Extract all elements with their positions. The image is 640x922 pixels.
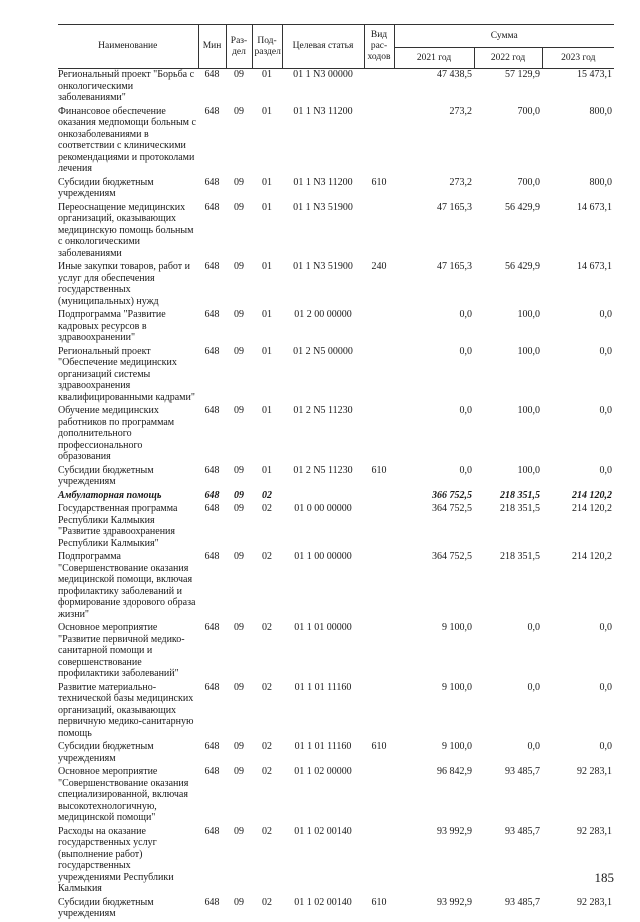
row-vid-rashodov: 240	[371, 261, 387, 272]
row-vid-rashodov	[364, 490, 394, 504]
row-sum-2021: 366 752,5	[432, 489, 472, 501]
row-podrazdel: 01	[262, 69, 272, 80]
header-summa: Сумма	[394, 25, 614, 48]
row-sum-2021: 96 842,9	[437, 766, 472, 777]
budget-table	[58, 24, 614, 922]
header-razdel: Раз-дел	[226, 25, 252, 69]
row-podrazdel: 02	[262, 503, 272, 514]
row-min: 648	[204, 622, 220, 633]
row-sum-2023: 92 283,1	[577, 896, 612, 908]
row-min: 648	[204, 766, 220, 777]
row-min: 648	[204, 503, 220, 514]
row-sum-2022: 100,0	[517, 309, 540, 320]
row-razdel: 09	[234, 309, 244, 320]
row-vid-rashodov	[364, 405, 394, 465]
row-sum-2021: 93 992,9	[437, 825, 472, 837]
page-number: 185	[594, 870, 614, 885]
row-cel-statya: 01 1 00 00000	[294, 551, 352, 562]
row-razdel: 09	[234, 201, 244, 213]
row-cel-statya: 01 1 01 11160	[294, 741, 352, 752]
row-razdel: 09	[234, 896, 244, 908]
row-cel-statya: 01 1 N3 11200	[293, 176, 353, 188]
row-podrazdel: 02	[262, 741, 272, 752]
table-row	[58, 682, 614, 742]
row-sum-2023: 214 120,2	[572, 551, 612, 562]
row-sum-2023: 0,0	[599, 741, 612, 752]
row-razdel: 09	[234, 551, 244, 562]
row-cel-statya: 01 0 00 00000	[294, 503, 352, 514]
row-podrazdel: 01	[262, 261, 272, 272]
row-sum-2023: 0,0	[599, 622, 612, 633]
row-sum-2022: 0,0	[527, 622, 540, 633]
row-vid-rashodov	[364, 106, 394, 177]
row-name: Региональный проект "Обеспечение медицинских организаций системы здравоохранения квалифицированными кадрами"	[58, 345, 195, 403]
row-sum-2022: 93 485,7	[505, 825, 540, 837]
row-vid-rashodov: 610	[371, 741, 387, 752]
row-min: 648	[204, 741, 220, 752]
table-header	[58, 25, 614, 69]
row-sum-2021: 47 165,3	[437, 261, 472, 272]
row-cel-statya: 01 1 01 00000	[294, 622, 352, 633]
row-sum-2022: 218 351,5	[500, 489, 540, 501]
row-podrazdel: 01	[262, 201, 272, 213]
row-cel-statya: 01 1 01 11160	[294, 681, 352, 693]
row-razdel: 09	[234, 489, 244, 501]
table-row	[58, 309, 614, 346]
row-cel-statya: 01 1 N3 00000	[293, 69, 353, 80]
row-sum-2023: 15 473,1	[577, 69, 612, 80]
row-sum-2023: 0,0	[599, 464, 612, 476]
row-razdel: 09	[234, 741, 244, 752]
row-razdel: 09	[234, 69, 244, 80]
row-vid-rashodov	[364, 682, 394, 742]
row-sum-2021: 364 752,5	[432, 551, 472, 562]
row-name: Государственная программа Республики Калмыкия "Развитие здравоохранения Республики Калмыкия"	[58, 503, 178, 549]
row-name: Субсидии бюджетным учреждениям	[58, 741, 154, 764]
table-row	[58, 897, 614, 922]
row-sum-2021: 9 100,0	[442, 622, 472, 633]
row-razdel: 09	[234, 405, 244, 416]
row-sum-2021: 0,0	[459, 345, 472, 357]
row-sum-2021: 364 752,5	[432, 503, 472, 514]
row-sum-2023: 214 120,2	[572, 489, 612, 501]
table-row	[58, 826, 614, 897]
row-sum-2022: 700,0	[517, 105, 540, 117]
row-sum-2023: 92 283,1	[577, 825, 612, 837]
row-sum-2021: 93 992,9	[437, 896, 472, 908]
row-podrazdel: 01	[262, 405, 272, 416]
row-min: 648	[204, 896, 220, 908]
row-vid-rashodov: 610	[371, 176, 387, 188]
header-2021: 2021 год	[394, 48, 474, 69]
row-min: 648	[204, 261, 220, 272]
table-row	[58, 177, 614, 202]
row-razdel: 09	[234, 464, 244, 476]
row-sum-2023: 0,0	[599, 405, 612, 416]
table-row	[58, 202, 614, 262]
table-row	[58, 106, 614, 177]
row-sum-2022: 0,0	[527, 681, 540, 693]
row-sum-2022: 57 129,9	[505, 69, 540, 80]
row-sum-2022: 700,0	[517, 176, 540, 188]
row-vid-rashodov	[364, 503, 394, 551]
row-cel-statya: 01 2 N5 11230	[293, 464, 353, 476]
row-vid-rashodov	[364, 766, 394, 826]
row-razdel: 09	[234, 825, 244, 837]
row-podrazdel: 01	[262, 309, 272, 320]
row-cel-statya: 01 2 N5 11230	[293, 405, 353, 416]
row-min: 648	[204, 201, 220, 213]
row-cel-statya: 01 1 N3 11200	[293, 105, 353, 117]
row-sum-2021: 0,0	[459, 464, 472, 476]
row-cel-statya: 01 1 N3 51900	[293, 201, 353, 213]
table-row	[58, 503, 614, 551]
row-sum-2022: 56 429,9	[505, 201, 540, 213]
table-row	[58, 346, 614, 406]
row-name: Амбулаторная помощь	[58, 489, 162, 501]
row-name: Расходы на оказание государственных услуг (выполнение работ) государственных учреждениями Республики Калмыкия	[58, 825, 174, 894]
header-2023: 2023 год	[542, 48, 614, 69]
row-cel-statya	[282, 490, 364, 504]
row-min: 648	[204, 681, 220, 693]
row-min: 648	[204, 464, 220, 476]
row-sum-2022: 100,0	[517, 464, 540, 476]
header-2022: 2022 год	[474, 48, 542, 69]
row-sum-2022: 100,0	[517, 405, 540, 416]
row-razdel: 09	[234, 261, 244, 272]
row-name: Субсидии бюджетным учреждениям	[58, 176, 154, 199]
table-row	[58, 551, 614, 622]
row-podrazdel: 01	[262, 464, 272, 476]
row-cel-statya: 01 1 N3 51900	[293, 261, 353, 272]
table-row	[58, 261, 614, 309]
row-sum-2023: 0,0	[599, 345, 612, 357]
row-vid-rashodov	[364, 622, 394, 682]
row-podrazdel: 01	[262, 105, 272, 117]
table-row	[58, 490, 614, 504]
table-row	[58, 405, 614, 465]
row-cel-statya: 01 1 02 00000	[294, 766, 352, 777]
row-vid-rashodov	[364, 69, 394, 106]
row-min: 648	[204, 405, 220, 416]
row-sum-2022: 93 485,7	[505, 896, 540, 908]
row-name: Финансовое обеспечение оказания медпомощи больным с онкозаболеваниями в соответствии с клиническими рекомендациями и протоколами лечения	[58, 105, 196, 174]
row-name: Подпрограмма "Развитие кадровых ресурсов в здравоохранении"	[58, 309, 166, 343]
row-podrazdel: 02	[262, 766, 272, 777]
row-sum-2021: 9 100,0	[442, 741, 472, 752]
row-name: Региональный проект "Борьба с онкологическими заболеваниями"	[58, 69, 195, 103]
row-sum-2022: 56 429,9	[505, 261, 540, 272]
row-razdel: 09	[234, 105, 244, 117]
row-sum-2023: 92 283,1	[577, 766, 612, 777]
row-name: Субсидии бюджетным учреждениям	[58, 464, 154, 487]
row-min: 648	[204, 345, 220, 357]
table-row	[58, 465, 614, 490]
header-podrazdel: Под-раздел	[252, 25, 282, 69]
row-min: 648	[204, 105, 220, 117]
row-sum-2023: 214 120,2	[572, 503, 612, 514]
row-cel-statya: 01 1 02 00140	[294, 825, 352, 837]
row-sum-2023: 0,0	[599, 309, 612, 320]
row-sum-2022: 218 351,5	[500, 551, 540, 562]
row-razdel: 09	[234, 766, 244, 777]
row-sum-2023: 14 673,1	[577, 201, 612, 213]
row-razdel: 09	[234, 681, 244, 693]
row-sum-2022: 0,0	[527, 741, 540, 752]
table-body	[58, 69, 614, 922]
row-podrazdel: 01	[262, 345, 272, 357]
row-name: Переоснащение медицинских организаций, оказывающих медицинскую помощь больным с онкологическими заболеваниями	[58, 201, 194, 259]
row-sum-2021: 47 165,3	[437, 201, 472, 213]
header-vid-rashodov: Вид рас-ходов	[364, 25, 394, 69]
row-razdel: 09	[234, 622, 244, 633]
row-min: 648	[204, 825, 220, 837]
table-row	[58, 69, 614, 106]
row-sum-2023: 800,0	[589, 105, 612, 117]
row-razdel: 09	[234, 503, 244, 514]
row-sum-2021: 273,2	[449, 176, 472, 188]
row-sum-2021: 0,0	[459, 405, 472, 416]
row-name: Обучение медицинских работников по программам дополнительного профессионального образования	[58, 405, 175, 462]
row-sum-2022: 100,0	[517, 345, 540, 357]
row-min: 648	[204, 176, 220, 188]
row-name: Субсидии бюджетным учреждениям	[58, 896, 154, 919]
row-cel-statya: 01 2 00 00000	[294, 309, 352, 320]
row-sum-2021: 9 100,0	[442, 681, 472, 693]
row-sum-2022: 218 351,5	[500, 503, 540, 514]
row-vid-rashodov	[364, 551, 394, 622]
row-min: 648	[204, 309, 220, 320]
row-sum-2023: 14 673,1	[577, 261, 612, 272]
row-min: 648	[204, 69, 220, 80]
row-name: Развитие материально-технической базы медицинских организаций, оказывающих первичную медико-санитарную помощь	[58, 681, 194, 739]
row-vid-rashodov	[364, 309, 394, 346]
row-name: Иные закупки товаров, работ и услуг для обеспечения государственных (муниципальных) нужд	[58, 261, 191, 307]
header-min: Мин	[198, 25, 226, 69]
row-podrazdel: 01	[262, 176, 272, 188]
row-name: Основное мероприятие "Развитие первичной медико-санитарной помощи и совершенствование профилактики заболеваний"	[58, 622, 185, 679]
row-name: Основное мероприятие "Совершенствование оказания специализированной, включая высокотехнологичную, медицинской помощи"	[58, 766, 189, 823]
row-vid-rashodov: 610	[371, 896, 387, 908]
table-row	[58, 622, 614, 682]
row-vid-rashodov: 610	[371, 464, 387, 476]
row-sum-2021: 273,2	[449, 105, 472, 117]
row-podrazdel: 02	[262, 489, 272, 501]
row-min: 648	[204, 489, 220, 501]
table-row	[58, 741, 614, 766]
row-vid-rashodov	[364, 346, 394, 406]
row-cel-statya: 01 2 N5 00000	[293, 345, 353, 357]
row-sum-2021: 0,0	[459, 309, 472, 320]
row-sum-2023: 800,0	[589, 176, 612, 188]
row-podrazdel: 02	[262, 551, 272, 562]
row-podrazdel: 02	[262, 825, 272, 837]
row-min: 648	[204, 551, 220, 562]
row-cel-statya: 01 1 02 00140	[294, 896, 352, 908]
row-razdel: 09	[234, 345, 244, 357]
row-podrazdel: 02	[262, 622, 272, 633]
header-cel-statya: Целевая статья	[282, 25, 364, 69]
row-podrazdel: 02	[262, 896, 272, 908]
row-razdel: 09	[234, 176, 244, 188]
row-sum-2022: 93 485,7	[505, 766, 540, 777]
row-sum-2023: 0,0	[599, 681, 612, 693]
row-name: Подпрограмма "Совершенствование оказания медицинской помощи, включая профилактику заболеваний и формирование здорового образа жизни"	[58, 551, 196, 620]
table-row	[58, 766, 614, 826]
row-podrazdel: 02	[262, 681, 272, 693]
row-vid-rashodov	[364, 202, 394, 262]
header-name: Наименование	[58, 25, 198, 69]
budget-sheet	[58, 24, 614, 922]
row-vid-rashodov	[364, 826, 394, 897]
row-sum-2021: 47 438,5	[437, 69, 472, 80]
